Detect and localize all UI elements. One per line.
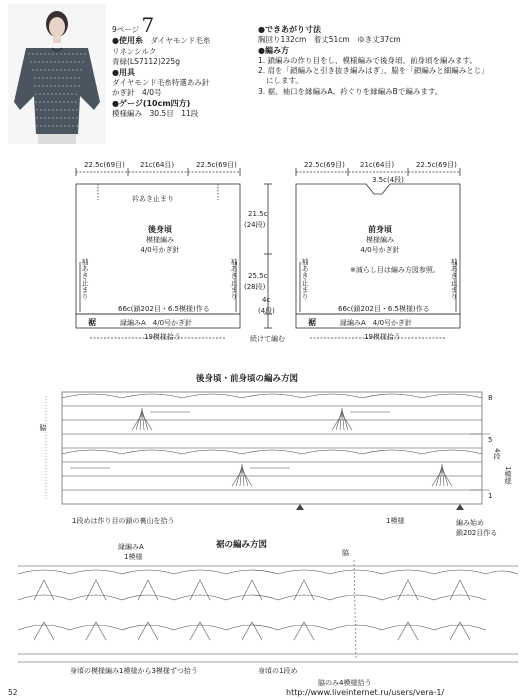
row-repeat: 4段: [493, 448, 501, 460]
tools-line-2: かぎ針 4/0号: [112, 88, 162, 98]
back-top-right-dim: 22.5c(69目): [196, 161, 237, 169]
yarn-heading: ●使用糸: [112, 36, 143, 45]
dim-lower: 25.5c: [248, 272, 268, 280]
hem-pickup-note: 身頃の模様編み1模様から3模様ずつ拾う: [70, 667, 198, 675]
page-reference: 9ページ 7: [112, 13, 155, 37]
front-sleeve-right: 袖あき止まり: [450, 258, 458, 300]
method-step-3: 3. 裾、袖口を縁編みA、衿ぐりを縁編みBで編みます。: [258, 86, 443, 96]
size-heading: ●できあがり寸法: [258, 25, 321, 34]
front-chain-note: 66c(鎖202目・6.5模様)作る: [338, 305, 430, 313]
back-neck-end: 衿あき止まり: [132, 195, 174, 203]
edge-a-label: 縁編みA: [118, 543, 144, 551]
back-sleeve-right: 袖あき止まり: [230, 258, 238, 300]
back-pickup: 19模様拾う: [144, 333, 181, 341]
front-neck-depth: 3.5c(4段): [372, 176, 404, 184]
hem-row1-note: 身頃の1段め: [258, 667, 298, 675]
body-chart-title: 後身頃・前身頃の編み方図: [196, 374, 299, 384]
dim-hem-rows: (4段): [258, 307, 275, 315]
gauge-heading: ●ゲージ(10cm四方): [112, 99, 191, 109]
yarn-brand: ダイヤモンド毛糸: [150, 36, 211, 45]
row-5: 5: [488, 436, 493, 444]
row-8: 8: [488, 394, 493, 402]
dim-upper-rows: (24段): [244, 221, 266, 229]
tools-heading: ●用具: [112, 68, 135, 78]
source-url[interactable]: http://www.liveinternet.ru/users/vera-1/: [286, 688, 445, 697]
back-top-left-dim: 22.5c(69目): [84, 161, 125, 169]
front-decrease-note: ※減らし目は編み方図参照。: [350, 266, 440, 274]
tools-line-1: ダイヤモンド毛糸特選あみ針: [112, 78, 210, 88]
method-heading: ●編み方: [258, 46, 289, 56]
size-value: 胸回り132cm 着丈51cm ゆき丈37cm: [258, 35, 401, 44]
method-step-1: 1. 鎖編みの作り目をし、模様編みで後身頃、前身頃を編みます。: [258, 56, 477, 66]
gauge-value: 模様編み 30.5目 11段: [112, 109, 199, 119]
front-sleeve-left: 袖あき止まり: [301, 258, 309, 300]
front-hem-label: 裾: [308, 318, 316, 327]
yarn-color: 青緑(LS7112)225g: [112, 56, 180, 66]
one-pattern-note: 1模様: [386, 517, 405, 525]
front-top-mid-dim: 21c(64目): [360, 161, 395, 169]
dim-hem: 4c: [262, 296, 271, 304]
back-hem-stitch: 縁編みA 4/0号かぎ針: [120, 319, 193, 327]
hem-chart-title: 裾の編み方図: [216, 540, 268, 550]
edge-a-pattern: 1模様: [124, 553, 143, 561]
front-body-label: 前身頃 模様編み 4/0号かぎ針: [360, 225, 400, 254]
pattern-number: 7: [141, 13, 155, 37]
back-top-mid-dim: 21c(64目): [140, 161, 175, 169]
dim-upper: 21.5c: [248, 210, 268, 218]
start-chain: 鎖202目作る: [456, 529, 498, 537]
front-hem-stitch: 縁編みA 4/0号かぎ針: [340, 319, 413, 327]
back-hem-label: 裾: [88, 318, 96, 327]
start-label: 編み始め: [456, 519, 484, 527]
back-sleeve-left: 袖あき止まり: [81, 258, 89, 300]
method-step-2a: 2. 肩を「鎖編みと引き抜き編みはぎ」、脇を「鎖編みと細編みとじ」: [258, 66, 489, 76]
continue-note: 続けて編む: [250, 335, 285, 343]
hem-side-note: 脇のみ4模様拾う: [318, 679, 372, 687]
body-chart-side: 脇: [39, 424, 47, 431]
yarn-name: リネンシルク: [112, 46, 157, 56]
method-step-2b: にします。: [266, 76, 303, 86]
back-chain-note: 66c(鎖202目・6.5模様)作る: [118, 305, 210, 313]
row-1: 1: [488, 492, 493, 500]
first-row-note: 1段めは作り目の鎖の裏山を拾う: [72, 517, 175, 525]
front-pickup: 19模様拾う: [364, 333, 401, 341]
pattern-repeat: 1模様: [504, 466, 512, 485]
front-top-right-dim: 22.5c(69目): [416, 161, 457, 169]
front-top-left-dim: 22.5c(69目): [304, 161, 345, 169]
dim-lower-rows: (28段): [244, 283, 266, 291]
hem-side-label: 脇: [342, 549, 349, 557]
page-number: 52: [8, 688, 18, 697]
back-body-label: 後身頃 模様編み 4/0号かぎ針: [140, 225, 180, 254]
